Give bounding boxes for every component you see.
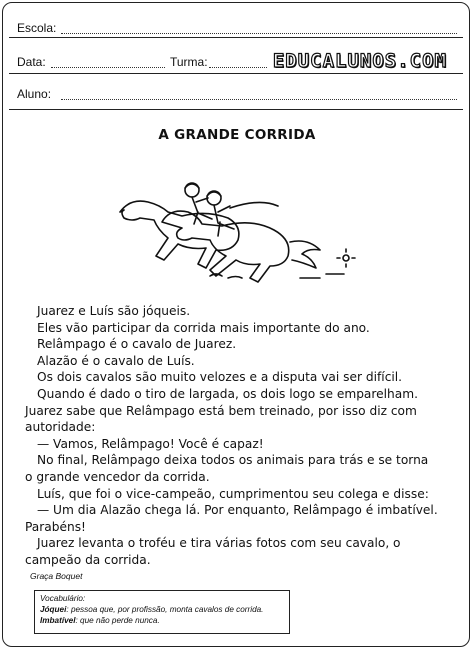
story-line: Juarez levanta o troféu e tira várias fotos com seu cavalo, o: [37, 536, 401, 551]
class-field[interactable]: [209, 67, 267, 68]
student-row: [9, 73, 463, 110]
story-line: Quando é dado o tiro de largada, os dois logo se emparelham.: [37, 386, 418, 401]
date-field[interactable]: [51, 67, 165, 68]
story-line: Luís, que foi o vice-campeão, cumprimentou seu colega e disse:: [37, 486, 429, 501]
vocabulary-item: [40, 615, 284, 626]
date-class-row: [9, 37, 463, 74]
vocabulary-term: Jóquei: [40, 605, 67, 614]
student-label: Aluno:: [17, 87, 52, 101]
date-label: Data:: [17, 55, 46, 69]
story-title: A GRANDE CORRIDA: [158, 127, 316, 143]
brand-logo: EDUCALUNOS.COM: [272, 50, 447, 72]
vocabulary-item: [40, 604, 284, 615]
story-line: autoridade:: [25, 420, 96, 435]
horse-race-illustration: [100, 168, 370, 288]
vocabulary-definition: : pessoa que, por profissão, monta cavalos de corrida.: [66, 605, 264, 614]
story-line: No final, Relâmpago deixa todos os animais para trás e se torna: [37, 453, 429, 468]
story-line: o grande vencedor da corrida.: [25, 469, 210, 484]
class-label: Turma:: [170, 55, 208, 69]
school-row: [9, 3, 463, 38]
story-line: Alazão é o cavalo de Luís.: [37, 353, 195, 368]
vocabulary-heading: Vocabulário:: [40, 594, 86, 603]
student-field[interactable]: [61, 99, 457, 100]
vocabulary-definition: : que não perde nunca.: [75, 616, 160, 625]
story-line: Relâmpago é o cavalo de Juarez.: [37, 337, 237, 352]
story-line: Juarez sabe que Relâmpago está bem treinado, por isso diz com: [25, 403, 417, 418]
vocabulary-term: Imbatível: [40, 616, 76, 625]
school-label: Escola:: [17, 21, 57, 35]
story-line: Eles vão participar da corrida mais importante do ano.: [37, 320, 370, 335]
front-horse: [162, 211, 289, 282]
story-line: Os dois cavalos são muito velozes e a disputa vai ser difícil.: [37, 370, 403, 385]
story-line: Juarez e Luís são jóqueis.: [37, 304, 191, 318]
story-line: — Um dia Alazão chega lá. Por enquanto, Relâmpago é imbatível.: [37, 503, 438, 518]
story-line: — Vamos, Relâmpago! Você é capaz!: [37, 436, 264, 451]
school-field[interactable]: [61, 33, 457, 34]
story-line: Parabéns!: [25, 519, 86, 534]
vocabulary-box: [34, 590, 290, 634]
story-line: campeão da corrida.: [25, 552, 151, 567]
story-text: [25, 303, 441, 569]
author-credit: Graça Boquet: [30, 571, 83, 581]
